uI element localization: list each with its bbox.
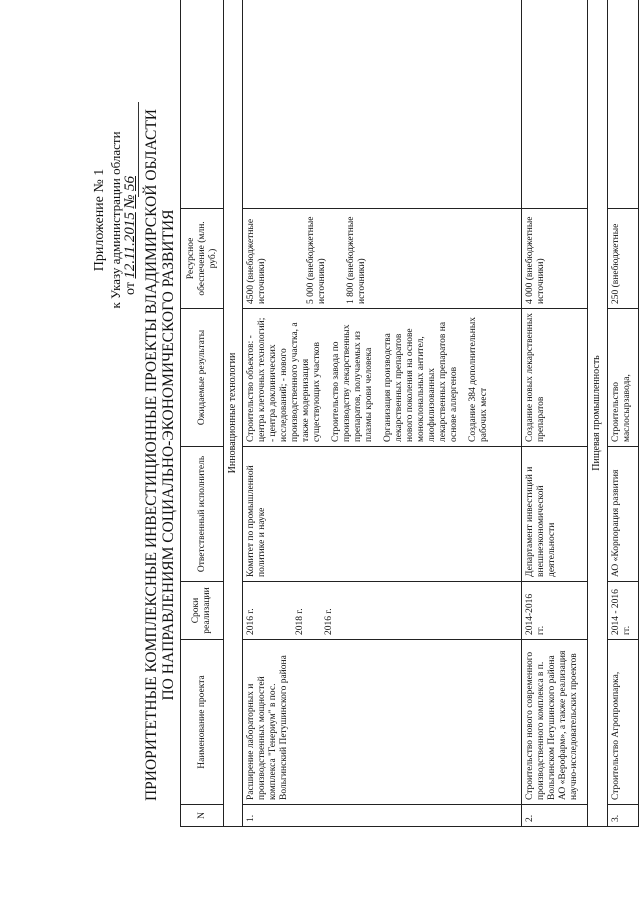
table-header-row (181, 0, 224, 827)
header-project: Наименование проекта (181, 640, 224, 805)
header-results: Ожидаемые результаты (181, 309, 224, 447)
row2-num: 2. (521, 805, 588, 827)
row2-project: Строительство нового современного производственного комплекса в п. Вольгинском Петушинского района АО «Верофарм», а также реализация научно-исследовательских проектов (521, 640, 588, 805)
row1-project: Расширение лабораторных и производственных мощностей комплекса "Генериум" в пос. Вольгинский Петушинского района (243, 640, 521, 805)
row1-responsible: Комитет по промышленной политике и науке (243, 447, 521, 582)
row2-empty (521, 0, 588, 209)
document-title-line2: ПО НАПРАВЛЕНИЯМ СОЦИАЛЬНО-ЭКОНОМИЧЕСКОГО РАЗВИТИЯ (160, 209, 177, 701)
signature-underline (138, 102, 139, 197)
projects-table (180, 0, 639, 827)
row1-resource-a: 4500 (внебюджетные источники) (246, 218, 268, 304)
row1-resources (243, 209, 521, 309)
row1-result-extra: Создание 384 дополнительных рабочих мест (468, 317, 490, 442)
header-deadline: Сроки реализации (181, 582, 224, 640)
table-row (243, 0, 521, 827)
annex-decree: к Указу администрации области (108, 131, 123, 309)
annex-number: 56 (122, 176, 138, 192)
row1-deadline-b: 2018 г. (295, 608, 306, 635)
annex-number-sign: № (122, 194, 138, 209)
row3-empty (607, 0, 638, 209)
table-row (521, 0, 588, 827)
row1-deadline-a: 2016 г. (246, 608, 257, 635)
annex-date-row (122, 176, 139, 295)
row2-deadline: 2014-2016 гг. (521, 582, 588, 640)
row3-deadline: 2014 - 2016 гг. (607, 582, 638, 640)
annex-date-prefix: от (123, 282, 138, 295)
row3-responsible: АО «Корпорация развития (607, 447, 638, 582)
section-row-innovation (224, 0, 243, 827)
row1-deadline (243, 582, 521, 640)
section-food: Пищевая промышленность (588, 0, 607, 827)
row1-empty (243, 0, 521, 209)
row1-result-b: Строительство завода по производству лекарственных препаратов, получаемых из плазмы крови человека (331, 324, 375, 442)
row2-resource: 4 000 (внебюджетные источники) (521, 209, 588, 309)
row3-resource: 250 (внебюджетные (607, 209, 638, 309)
row2-result: Создание новых лекарственных препаратов (521, 309, 588, 447)
row1-result-c: Организация производства лекарственных препаратов нового поколения на основе моноклональных антител, лиофилизованных лекарственных препаратов на основе аллергенов (383, 321, 460, 442)
row3-result: Строительство маслосырзавода, (607, 309, 638, 447)
row3-num: 3. (607, 805, 638, 827)
row1-deadline-c: 2016 г. (324, 608, 335, 635)
section-row-food (588, 0, 607, 827)
row1-result-a: Строительство объектов: - центра клеточных технологий; - центра доклинических исследований; - нового производственного участка, а также модернизация существующих участков (246, 317, 323, 442)
table-row (607, 0, 638, 827)
header-num: N (181, 805, 224, 827)
row1-num: 1. (243, 805, 521, 827)
document-title (143, 65, 177, 845)
annex-title: Приложение № 1 (92, 168, 107, 272)
row2-responsible: Департамент инвестиций и внешнеэкономической деятельности (521, 447, 588, 582)
row1-results (243, 309, 521, 447)
section-innovation: Инновационные технологии (224, 0, 243, 827)
row3-project: Строительство Агропромпарка, (607, 640, 638, 805)
row1-resource-c: 1 800 (внебюджетные источники) (346, 216, 368, 304)
document-title-line1: ПРИОРИТЕТНЫЕ КОМПЛЕКСНЫЕ ИНВЕСТИЦИОННЫЕ ПРОЕКТЫ ВЛАДИМИРСКОЙ ОБЛАСТИ (143, 109, 160, 802)
header-responsible: Ответственный исполнитель (181, 447, 224, 582)
header-empty (181, 0, 224, 209)
header-resources: Ресурсное обеспечение (млн. руб.) (181, 209, 224, 309)
annex-date: 12.11.2015 (122, 212, 138, 279)
row1-resource-b: 5 000 (внебюджетные источники) (306, 216, 328, 304)
